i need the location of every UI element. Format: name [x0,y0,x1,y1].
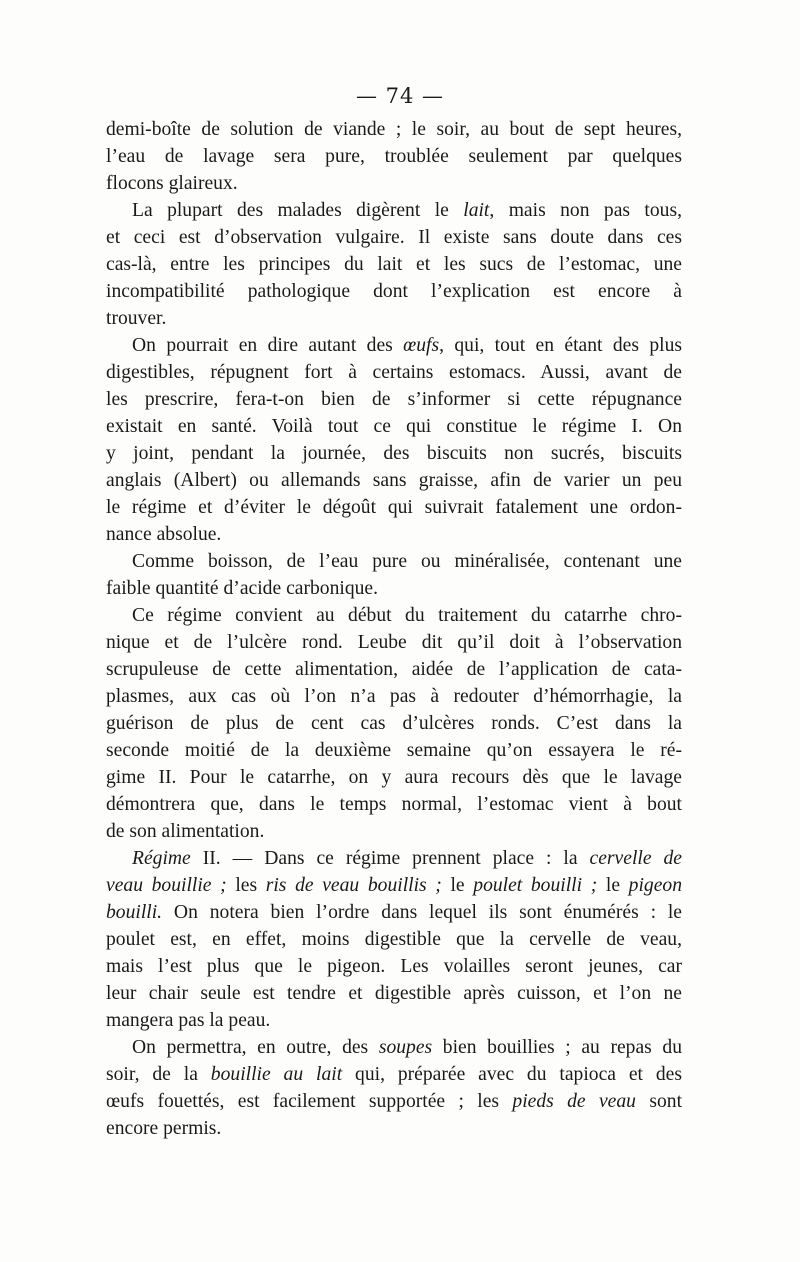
text-line [106,386,682,413]
italic-text: pigeon [628,875,682,896]
text-segment: soir, de la [106,1064,211,1085]
body-text [106,116,682,1142]
text-line [106,197,682,224]
text-segment: cas-là, entre les principes du lait et les sucs de l’estomac, une [106,254,682,275]
text-segment: On permettra, en outre, des [132,1037,379,1058]
text-segment: démontrera que, dans le temps normal, l’estomac vient à bout [106,794,682,815]
page-number: — 74 — [355,84,445,108]
text-segment: encore permis. [106,1118,222,1139]
text-line [106,1007,682,1034]
text-line [106,602,682,629]
text-line [106,116,682,143]
text-line [106,278,682,305]
text-segment: nique et de l’ulcère rond. Leube dit qu’il doit à l’observation [106,632,682,653]
text-segment: La plupart des malades digèrent le [132,200,464,221]
text-segment: y joint, pendant la journée, des biscuits non sucrés, biscuits [106,443,682,464]
text-line [106,1115,682,1142]
text-segment: scrupuleuse de cette alimentation, aidée de l’application de cata- [106,659,682,680]
text-segment: Ce régime convient au début du traitement du catarrhe chro- [132,605,682,626]
text-line [106,440,682,467]
text-line [106,926,682,953]
text-line [106,1088,682,1115]
text-segment: le [441,875,474,896]
text-segment: sont [635,1091,683,1112]
text-segment: bien bouillies ; au repas du [432,1037,683,1058]
italic-text: pieds de veau [512,1091,636,1112]
italic-text: ris de veau bouillis ; [265,875,442,896]
text-line [106,737,682,764]
text-segment: le régime et d’éviter le dégoût qui suivrait fatalement une ordon- [106,497,682,518]
text-segment: existait en santé. Voilà tout ce qui constitue le régime I. On [106,416,682,437]
text-line [106,170,682,197]
text-segment: les prescrire, fera-t-on bien de s’informer si cette répugnance [106,389,682,410]
text-segment: guérison de plus de cent cas d’ulcères ronds. C’est dans la [106,713,682,734]
text-line [106,548,682,575]
text-segment: et ceci est d’observation vulgaire. Il existe sans doute dans ces [106,227,682,248]
text-segment: œufs fouettés, est facilement supportée ; les [106,1091,513,1112]
text-segment: trouver. [106,308,167,329]
text-segment: l’eau de lavage sera pure, troublée seulement par quelques [106,146,682,167]
text-line [106,494,682,521]
text-segment: , qui, tout en étant des plus [439,335,682,356]
text-line [106,521,682,548]
italic-text: bouilli. [106,902,163,923]
text-line [106,413,682,440]
text-segment: On pourrait en dire autant des [132,335,404,356]
text-line [106,818,682,845]
text-line [106,251,682,278]
text-line [106,710,682,737]
text-line [106,629,682,656]
text-line [106,980,682,1007]
text-segment: anglais (Albert) ou allemands sans graisse, afin de varier un peu [106,470,682,491]
text-segment: mais l’est plus que le pigeon. Les volailles seront jeunes, car [106,956,682,977]
text-segment: gime II. Pour le catarrhe, on y aura recours dès que le lavage [106,767,682,788]
text-segment: le [597,875,629,896]
text-segment: digestibles, répugnent fort à certains estomacs. Aussi, avant de [106,362,682,383]
text-line [106,764,682,791]
text-line [106,872,682,899]
text-segment: On notera bien l’ordre dans lequel ils sont énumérés : le [162,902,682,923]
text-segment: nance absolue. [106,524,222,545]
text-segment: leur chair seule est tendre et digestible après cuisson, et l’on ne [106,983,682,1004]
text-segment: seconde moitié de la deuxième semaine qu’on essayera le ré- [106,740,682,761]
text-segment: qui, préparée avec du tapioca et des [342,1064,683,1085]
text-line [106,467,682,494]
text-line [106,224,682,251]
text-segment: , mais non pas tous, [489,200,682,221]
text-segment: faible quantité d’acide carbonique. [106,578,379,599]
italic-text: bouillie au lait [210,1064,343,1085]
text-line [106,899,682,926]
text-line [106,683,682,710]
text-line [106,656,682,683]
text-line [106,953,682,980]
italic-text: soupes [378,1037,433,1058]
text-line [106,1061,682,1088]
text-segment: flocons glaireux. [106,173,238,194]
text-segment: incompatibilité pathologique dont l’explication est encore à [106,281,682,302]
text-segment: poulet est, en effet, moins digestible que la cervelle de veau, [106,929,682,950]
text-line [106,575,682,602]
italic-text: Régime [132,848,191,869]
text-line [106,845,682,872]
text-segment: les [226,875,266,896]
text-line [106,143,682,170]
text-segment: plasmes, aux cas où l’on n’a pas à redouter d’hémorrhagie, la [106,686,682,707]
text-line [106,1034,682,1061]
text-line [106,791,682,818]
text-segment: demi-boîte de solution de viande ; le soir, au bout de sept heures, [106,119,682,140]
italic-text: poulet bouilli ; [473,875,598,896]
italic-text: œufs [403,335,440,356]
text-line [106,305,682,332]
text-line [106,332,682,359]
text-line [106,359,682,386]
text-segment: II. — Dans ce régime prennent place : la [190,848,590,869]
text-segment: de son alimentation. [106,821,265,842]
italic-text: lait [463,200,490,221]
italic-text: cervelle de [589,848,682,869]
italic-text: veau bouillie ; [106,875,227,896]
text-segment: mangera pas la peau. [106,1010,271,1031]
text-segment: Comme boisson, de l’eau pure ou minéralisée, contenant une [132,551,682,572]
